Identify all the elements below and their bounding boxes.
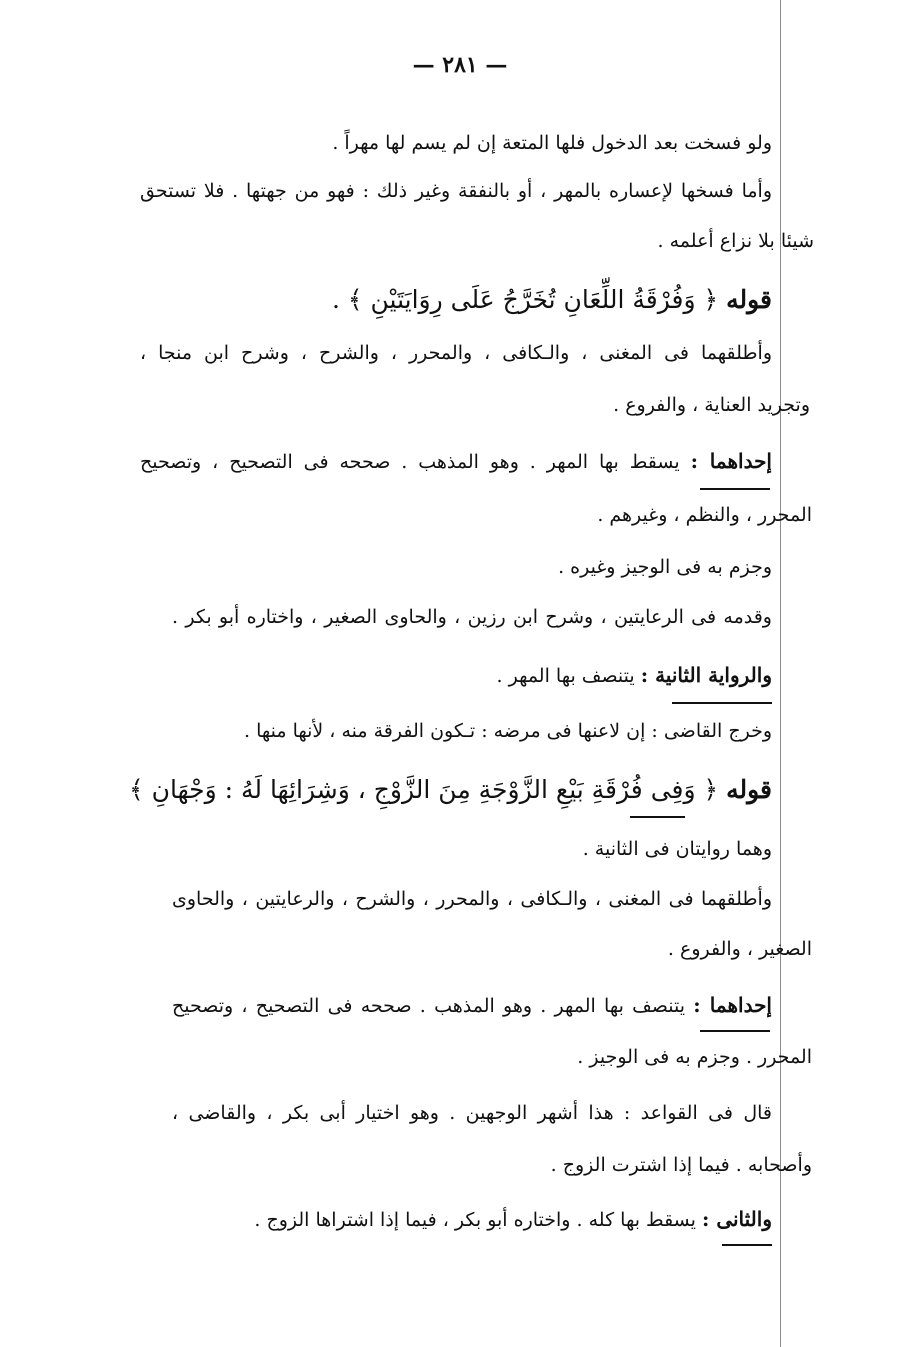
- text-line: وأطلقهما فى المغنى ، والـكافى ، والمحرر ، والشرح ، وشرح ابن منجا ،: [140, 342, 772, 364]
- heading-underline: [700, 1030, 770, 1032]
- text-line: ولو فسخت بعد الدخول فلها المتعة إن لم يسم لها مهراً .: [332, 132, 772, 154]
- text-line: وقدمه فى الرعايتين ، وشرح ابن رزين ، والحاوى الصغير ، واختاره أبو بكر .: [172, 606, 772, 628]
- text-line: المحرر . وجزم به فى الوجيز .: [577, 1046, 812, 1068]
- text-line: المحرر ، والنظم ، وغيرهم .: [597, 504, 812, 526]
- text-line: وخرج القاضى : إن لاعنها فى مرضه : تـكون الفرقة منه ، لأنها منها .: [244, 720, 772, 742]
- heading-underline: [700, 488, 770, 490]
- quote-line: قوله ﴿ وَفُرْقَةُ اللِّعَانِ تُخَرَّجُ عَلَى رِوَايَتَيْنِ ﴾ .: [332, 285, 772, 314]
- text-line: وجزم به فى الوجيز وغيره .: [558, 556, 772, 578]
- text-line: إحداهما : يتنصف بها المهر . وهو المذهب . صححه فى التصحيح ، وتصحيح: [172, 993, 772, 1017]
- text-line: وهما روايتان فى الثانية .: [582, 838, 772, 860]
- text-line: الصغير ، والفروع .: [667, 938, 812, 960]
- page-number: — ٢٨١ —: [412, 52, 508, 78]
- text-line: إحداهما : يسقط بها المهر . وهو المذهب . صححه فى التصحيح ، وتصحيح: [140, 449, 772, 473]
- heading-underline: [630, 816, 685, 818]
- lead-word: إحداهما :: [690, 449, 772, 473]
- lead-word: والثانى :: [701, 1207, 772, 1231]
- lead-word: قوله: [726, 775, 772, 804]
- quote-line: قوله ﴿ وَفِى فُرْقَةِ بَيْعِ الزَّوْجَةِ مِنَ الزَّوْجِ ، وَشِرَائِهَا لَهُ : وَجْهَانِ ﴾: [129, 775, 772, 804]
- text-line: وتجريد العناية ، والفروع .: [613, 394, 810, 416]
- text-line: وأما فسخها لإعساره بالمهر ، أو بالنفقة وغير ذلك : فهو من جهتها . فلا تستحق: [140, 180, 772, 202]
- text-line: قال فى القواعد : هذا أشهر الوجهين . وهو اختيار أبى بكر ، والقاضى ،: [172, 1102, 772, 1124]
- page-edge-line: [780, 0, 781, 1347]
- heading-underline: [672, 702, 772, 704]
- heading-underline: [722, 1244, 772, 1246]
- text-line: والثانى : يسقط بها كله . واختاره أبو بكر ، فيما إذا اشتراها الزوج .: [254, 1207, 772, 1231]
- text-line: وأصحابه . فيما إذا اشترت الزوج .: [550, 1154, 812, 1176]
- lead-word: والرواية الثانية :: [640, 663, 772, 687]
- text-line: شيئا بلا نزاع أعلمه .: [657, 230, 814, 252]
- lead-word: إحداهما :: [693, 993, 772, 1017]
- text-line: والرواية الثانية : يتنصف بها المهر .: [496, 663, 772, 687]
- text-line: وأطلقهما فى المغنى ، والـكافى ، والمحرر ، والشرح ، والرعايتين ، والحاوى: [172, 888, 772, 910]
- lead-word: قوله: [726, 285, 772, 314]
